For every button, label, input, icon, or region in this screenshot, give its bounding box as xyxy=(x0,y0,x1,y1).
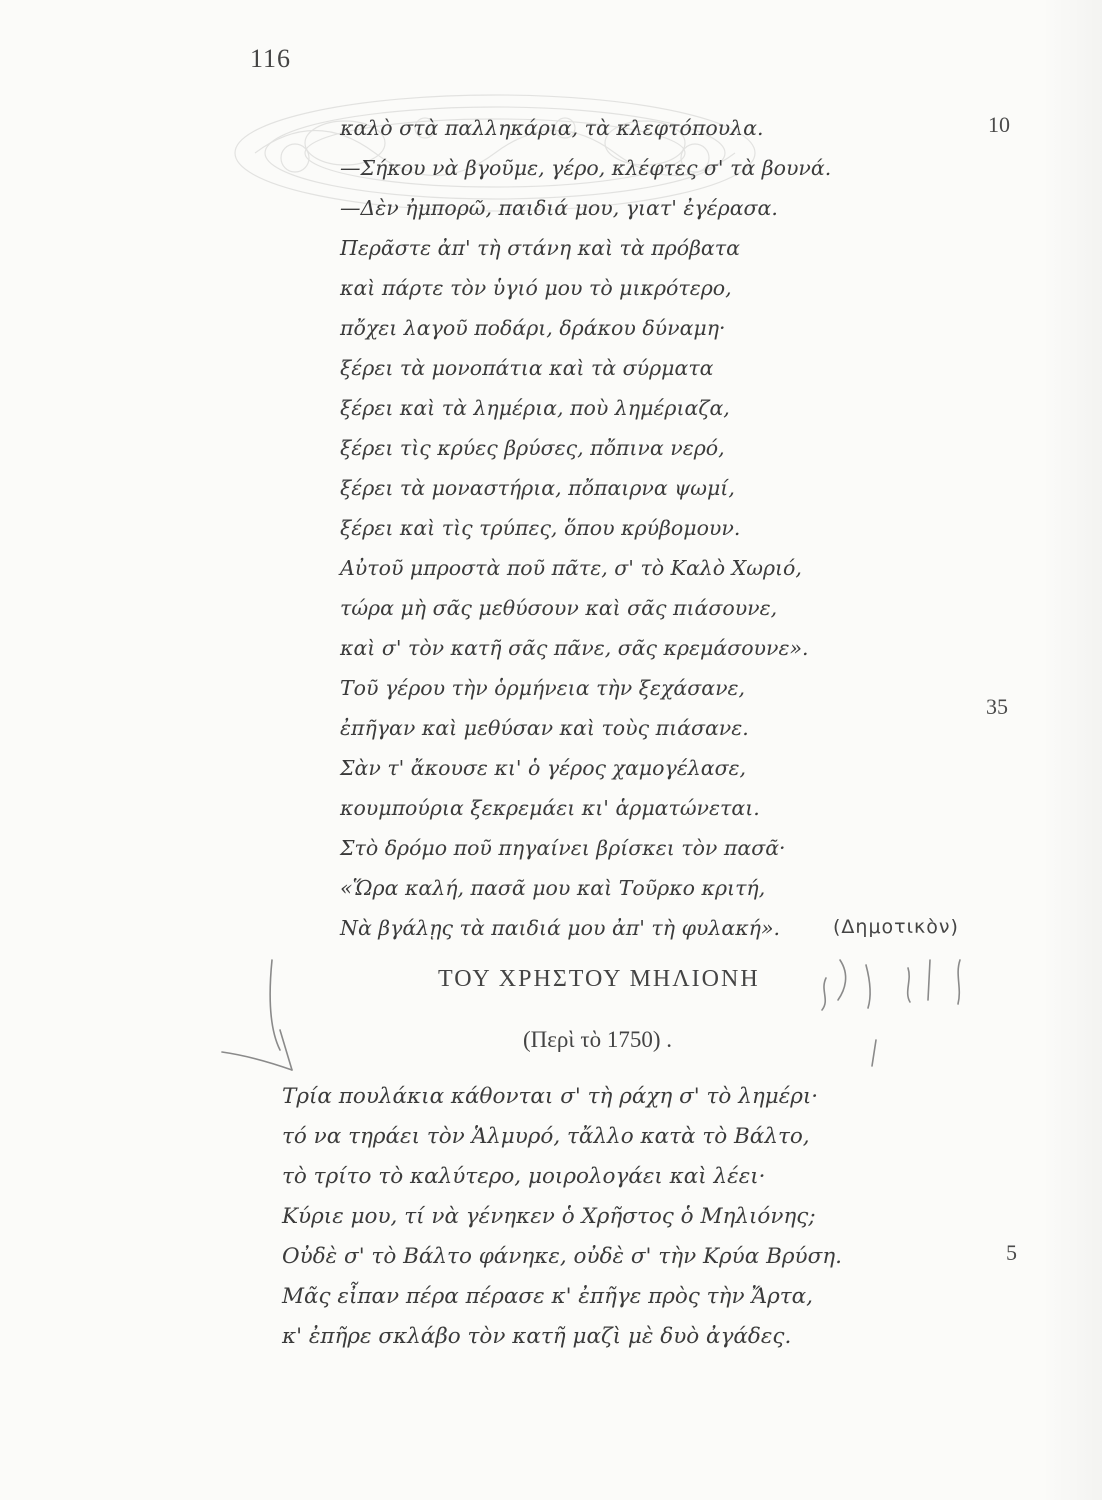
poem-line: πὄχει λαγοῦ ποδάρι, δράκου δύναμη· xyxy=(340,316,726,340)
poem-line: ξέρει καὶ τὰ λημέρια, ποὺ λημέριαζα, xyxy=(340,396,730,420)
poem-date: (Περὶ τὸ 1750) . xyxy=(523,1027,672,1052)
poem-line: Στὸ δρόμο ποῦ πηγαίνει βρίσκει τὸν πασᾶ· xyxy=(340,836,786,860)
poem-line: ἐπῆγαν καὶ μεθύσαν καὶ τοὺς πιάσανε. xyxy=(340,716,749,740)
poem-line: Οὐδὲ σ' τὸ Βάλτο φάνηκε, οὐδὲ σ' τὴν Κρύα Βρύση. xyxy=(282,1244,843,1269)
poem-line: ξέρει τὰ μοναστήρια, πὄπαιρνα ψωμί, xyxy=(340,476,735,500)
poem-line: ξέρει τὰ μονοπάτια καὶ τὰ σύρματα xyxy=(340,356,714,380)
poem-line: Μᾶς εἶπαν πέρα πέρασε κ' ἐπῆγε πρὸς τὴν Ἄρτα, xyxy=(282,1284,814,1309)
poem-line: Περᾶστε ἀπ' τὴ στάνη καὶ τὰ πρόβατα xyxy=(340,236,740,260)
line-number: 5 xyxy=(1006,1240,1017,1265)
source-note: (Δημοτικὸν) xyxy=(833,916,959,938)
poem-title: ΤΟΥ ΧΡΗΣΤΟΥ ΜΗΛΙΟΝΗ xyxy=(438,966,760,992)
page-number: 116 xyxy=(250,44,292,73)
page-edge-shadow xyxy=(1042,0,1102,1500)
poem-line: —Σήκου νὰ βγοῦμε, γέρο, κλέφτες σ' τὰ βουνά. xyxy=(340,156,832,180)
poem-line: καὶ πάρτε τὸν ὑγιό μου τὸ μικρότερο, xyxy=(340,276,732,300)
poem-line: Τοῦ γέρου τὴν ὁρμήνεια τὴν ξεχάσανε, xyxy=(340,676,746,700)
line-number: 35 xyxy=(986,694,1008,719)
poem-line: καλὸ στὰ παλληκάρια, τὰ κλεφτόπουλα. xyxy=(340,116,764,140)
poem-line: —Δὲν ἠμπορῶ, παιδιά μου, γιατ' ἐγέρασα. xyxy=(340,196,778,220)
poem-line: τὸ τρίτο τὸ καλύτερο, μοιρολογάει καὶ λέει· xyxy=(282,1164,766,1189)
poem-line: τώρα μὴ σᾶς μεθύσουν καὶ σᾶς πιάσουνε, xyxy=(340,596,778,620)
poem-line: «Ὥρα καλή, πασᾶ μου καὶ Τοῦρκο κριτή, xyxy=(340,876,766,900)
poem-line: ξέρει τὶς κρύες βρύσες, πὄπινα νερό, xyxy=(340,436,725,460)
poem-line: Τρία πουλάκια κάθονται σ' τὴ ράχη σ' τὸ λημέρι· xyxy=(282,1084,819,1109)
poem-line: Νὰ βγάλῃς τὰ παιδιά μου ἀπ' τὴ φυλακή». xyxy=(340,916,780,940)
poem-line: Κύριε μου, τί νὰ γένηκεν ὁ Χρῆστος ὁ Μηλιόνης; xyxy=(282,1204,816,1229)
poem-line: Σὰν τ' ἄκουσε κι' ὁ γέρος χαμογέλασε, xyxy=(340,756,747,780)
line-number: 10 xyxy=(988,112,1010,137)
poem-line: ξέρει καὶ τὶς τρύπες, ὅπου κρύβομουν. xyxy=(340,516,741,540)
poem-line: τό να τηράει τὸν Ἁλμυρό, τἄλλο κατὰ τὸ Βάλτο, xyxy=(282,1124,810,1149)
poem-line: καὶ σ' τὸν κατῆ σᾶς πᾶνε, σᾶς κρεμάσουνε». xyxy=(340,636,809,660)
poem-line: κ' ἐπῆρε σκλάβο τὸν κατῆ μαζὶ μὲ δυὸ ἀγάδες. xyxy=(282,1324,792,1349)
poem-line: Αὐτοῦ μπροστὰ ποῦ πᾶτε, σ' τὸ Καλὸ Χωριό, xyxy=(340,556,802,580)
poem-line: κουμπούρια ξεκρεμάει κι' ἁρματώνεται. xyxy=(340,796,760,820)
